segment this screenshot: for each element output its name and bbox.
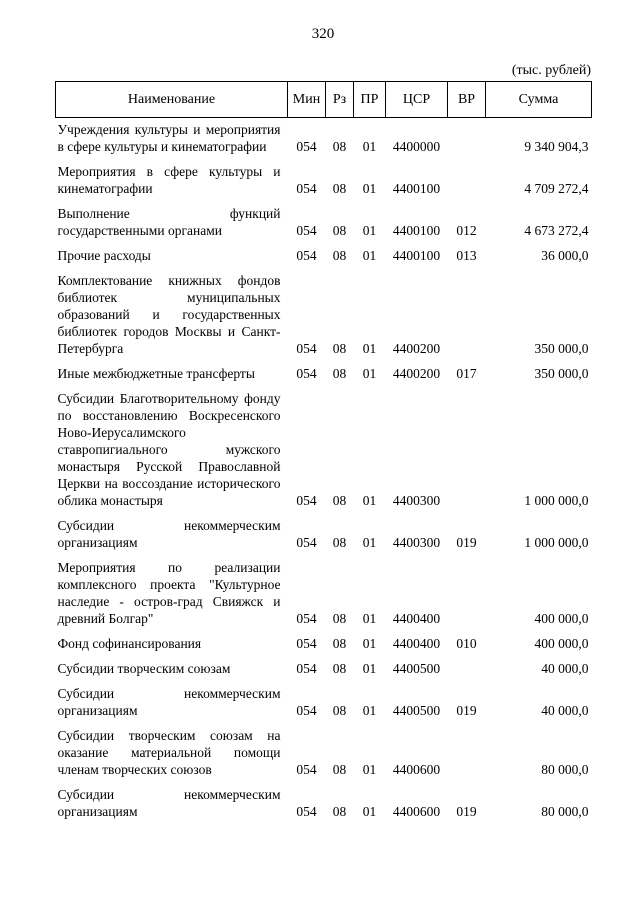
cell-vr: 012 <box>456 223 477 238</box>
cell-csr: 4400500 <box>392 661 441 676</box>
table-row <box>56 632 592 657</box>
cell-rz: 08 <box>332 341 347 356</box>
table-row <box>56 387 592 514</box>
cell-vr <box>448 160 486 202</box>
cell-vr: 019 <box>456 703 477 718</box>
cell-summa: 80 000,0 <box>541 804 589 819</box>
page-number: 320 <box>311 26 335 42</box>
cell-rz: 08 <box>332 181 347 196</box>
cell-vr <box>448 657 486 682</box>
table-row <box>56 682 592 724</box>
cell-summa: 400 000,0 <box>534 636 589 651</box>
cell-pr: 01 <box>362 804 377 819</box>
cell-csr: 4400200 <box>392 341 441 356</box>
table-header-row <box>56 82 592 118</box>
cell-vr <box>448 724 486 783</box>
cell-vr <box>448 387 486 514</box>
cell-rz: 08 <box>332 611 347 626</box>
cell-name: Мероприятия по реализации комплексного проекта "Культурное наследие - остров-град Свияжск и древний Болгар" <box>57 560 281 626</box>
cell-csr: 4400200 <box>392 366 441 381</box>
table-header <box>56 82 592 118</box>
cell-min: 054 <box>296 181 317 196</box>
cell-summa: 9 340 904,3 <box>524 139 589 154</box>
cell-min: 054 <box>296 611 317 626</box>
cell-min: 054 <box>296 661 317 676</box>
table-row <box>56 160 592 202</box>
cell-summa: 1 000 000,0 <box>524 535 589 550</box>
cell-min: 054 <box>296 804 317 819</box>
header-rz: Рз <box>326 82 354 118</box>
cell-min: 054 <box>296 366 317 381</box>
cell-summa: 80 000,0 <box>541 762 589 777</box>
header-csr: ЦСР <box>386 82 448 118</box>
header-vr: ВР <box>448 82 486 118</box>
cell-summa: 40 000,0 <box>541 703 589 718</box>
table-row <box>56 118 592 161</box>
cell-vr <box>448 556 486 632</box>
cell-pr: 01 <box>362 661 377 676</box>
cell-csr: 4400400 <box>392 611 441 626</box>
cell-min: 054 <box>296 636 317 651</box>
cell-csr: 4400500 <box>392 703 441 718</box>
cell-rz: 08 <box>332 139 347 154</box>
cell-csr: 4400100 <box>392 248 441 263</box>
cell-vr: 017 <box>456 366 477 381</box>
table-row <box>56 269 592 362</box>
cell-pr: 01 <box>362 703 377 718</box>
cell-vr <box>448 269 486 362</box>
table-row <box>56 657 592 682</box>
cell-csr: 4400400 <box>392 636 441 651</box>
cell-csr: 4400600 <box>392 804 441 819</box>
cell-pr: 01 <box>362 762 377 777</box>
table-row <box>56 783 592 825</box>
cell-name: Субсидии некоммерческим организациям <box>57 787 281 819</box>
cell-rz: 08 <box>332 804 347 819</box>
cell-pr: 01 <box>362 223 377 238</box>
budget-table <box>55 81 592 825</box>
cell-rz: 08 <box>332 535 347 550</box>
cell-name: Учреждения культуры и мероприятия в сфере культуры и кинематографии <box>57 122 281 154</box>
table-row <box>56 556 592 632</box>
cell-min: 054 <box>296 493 317 508</box>
cell-rz: 08 <box>332 703 347 718</box>
cell-min: 054 <box>296 341 317 356</box>
cell-vr: 010 <box>456 636 477 651</box>
cell-name: Иные межбюджетные трансферты <box>57 366 255 381</box>
cell-rz: 08 <box>332 248 347 263</box>
cell-csr: 4400000 <box>392 139 441 154</box>
header-summa: Сумма <box>486 82 592 118</box>
cell-rz: 08 <box>332 223 347 238</box>
cell-rz: 08 <box>332 661 347 676</box>
cell-pr: 01 <box>362 341 377 356</box>
cell-csr: 4400100 <box>392 181 441 196</box>
cell-min: 054 <box>296 535 317 550</box>
cell-min: 054 <box>296 703 317 718</box>
cell-summa: 40 000,0 <box>541 661 589 676</box>
cell-vr <box>448 118 486 161</box>
cell-csr: 4400300 <box>392 493 441 508</box>
cell-name: Субсидии творческим союзам на оказание материальной помощи членам творческих союзов <box>57 728 281 777</box>
cell-pr: 01 <box>362 181 377 196</box>
cell-vr: 019 <box>456 535 477 550</box>
cell-rz: 08 <box>332 493 347 508</box>
cell-name: Мероприятия в сфере культуры и кинематографии <box>57 164 281 196</box>
table-row <box>56 362 592 387</box>
cell-name: Субсидии творческим союзам <box>57 661 231 676</box>
cell-rz: 08 <box>332 762 347 777</box>
cell-pr: 01 <box>362 366 377 381</box>
cell-csr: 4400100 <box>392 223 441 238</box>
cell-pr: 01 <box>362 248 377 263</box>
cell-name: Комплектование книжных фондов библиотек муниципальных образований и государственных библиотек городов Москвы и Санкт-Петербурга <box>57 273 281 356</box>
cell-pr: 01 <box>362 636 377 651</box>
cell-vr: 019 <box>456 804 477 819</box>
cell-min: 054 <box>296 223 317 238</box>
cell-summa: 350 000,0 <box>534 366 589 381</box>
table-row <box>56 244 592 269</box>
cell-summa: 350 000,0 <box>534 341 589 356</box>
cell-rz: 08 <box>332 366 347 381</box>
cell-name: Субсидии некоммерческим организациям <box>57 518 281 550</box>
cell-pr: 01 <box>362 493 377 508</box>
table-row <box>56 514 592 556</box>
cell-csr: 4400300 <box>392 535 441 550</box>
cell-vr: 013 <box>456 248 477 263</box>
header-name: Наименование <box>56 82 288 118</box>
table-row <box>56 724 592 783</box>
header-min: Мин <box>288 82 326 118</box>
cell-pr: 01 <box>362 139 377 154</box>
cell-summa: 36 000,0 <box>541 248 589 263</box>
cell-rz: 08 <box>332 636 347 651</box>
cell-min: 054 <box>296 762 317 777</box>
cell-summa: 4 673 272,4 <box>524 223 589 238</box>
cell-name: Субсидии некоммерческим организациям <box>57 686 281 718</box>
cell-min: 054 <box>296 248 317 263</box>
cell-summa: 1 000 000,0 <box>524 493 589 508</box>
cell-name: Прочие расходы <box>57 248 151 263</box>
units-note: (тыс. рублей) <box>511 63 591 78</box>
cell-csr: 4400600 <box>392 762 441 777</box>
cell-name: Выполнение функций государственными органами <box>57 206 281 238</box>
cell-pr: 01 <box>362 535 377 550</box>
cell-name: Субсидии Благотворительному фонду по восстановлению Воскресенского Ново-Иерусалимского ставропигиального мужского монастыря Русской Православной Церкви на воссоздание исторического облика монастыря <box>57 391 281 508</box>
cell-summa: 4 709 272,4 <box>524 181 589 196</box>
header-pr: ПР <box>354 82 386 118</box>
table-row <box>56 202 592 244</box>
cell-name: Фонд софинансирования <box>57 636 202 651</box>
cell-min: 054 <box>296 139 317 154</box>
budget-table-body <box>56 118 592 826</box>
cell-summa: 400 000,0 <box>534 611 589 626</box>
cell-pr: 01 <box>362 611 377 626</box>
